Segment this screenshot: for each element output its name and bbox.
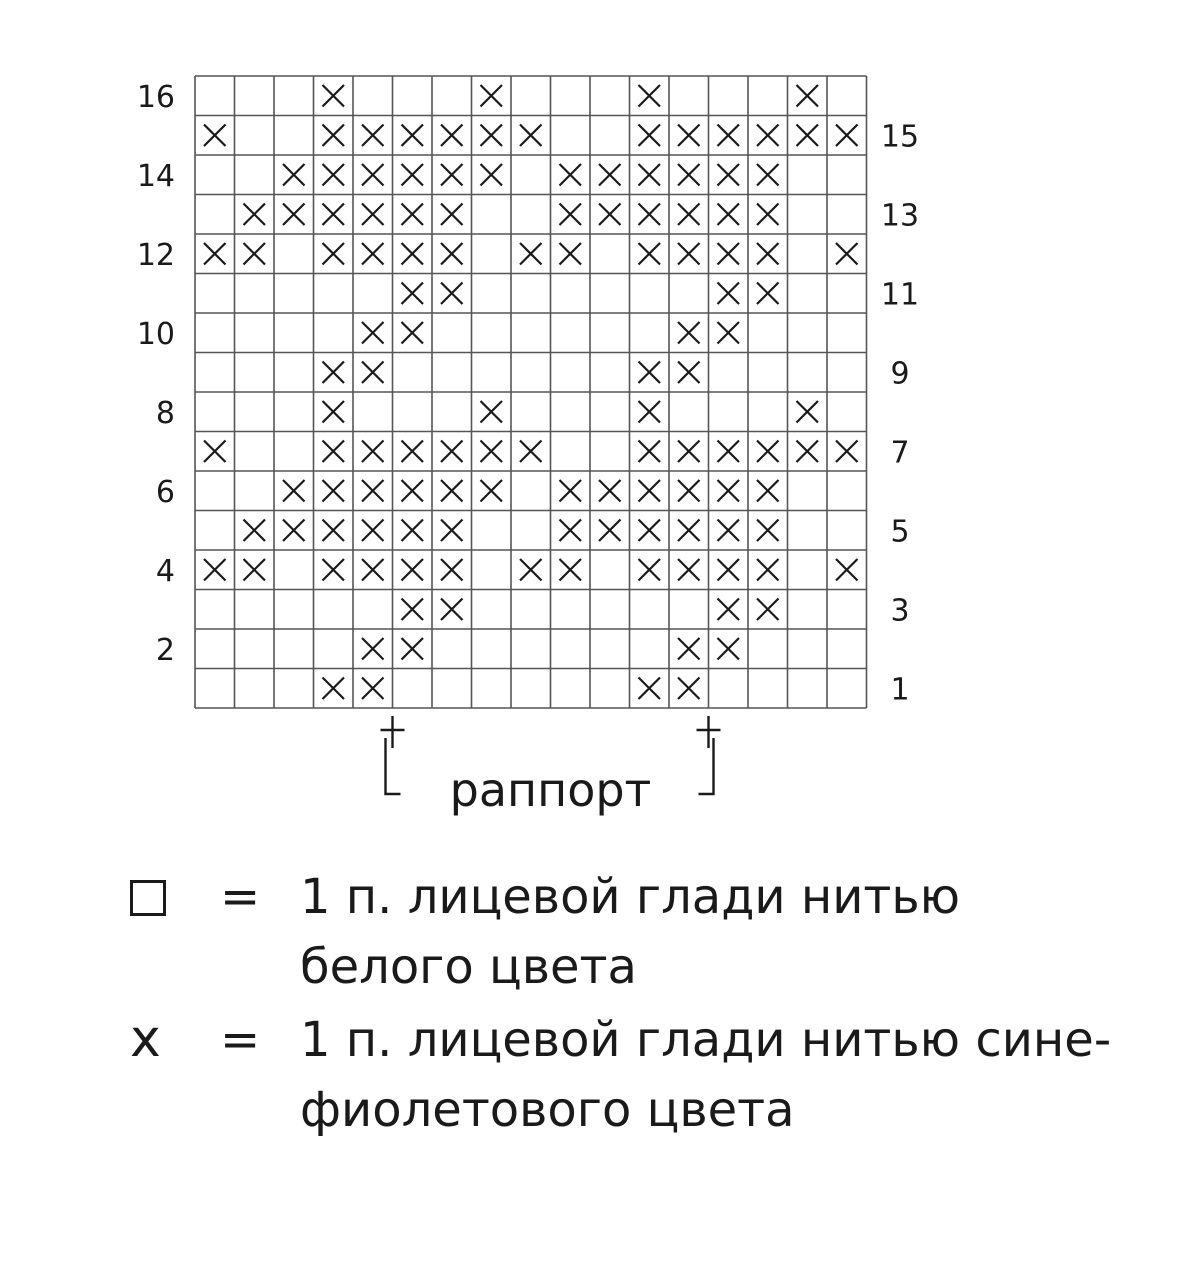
equals-sign: = — [220, 869, 261, 925]
row-label: 9 — [890, 356, 910, 392]
rapport-bracket-right — [699, 738, 714, 794]
row-label: 10 — [136, 316, 175, 352]
row-label: 2 — [155, 632, 175, 668]
row-label: 8 — [155, 395, 175, 431]
row-label: 1 — [890, 672, 910, 708]
legend-text-blue-violet: 1 п. лицевой глади нитью сине-фиолетового цвета — [300, 1012, 1112, 1138]
legend-symbol-x: x — [130, 1009, 161, 1069]
row-label: 14 — [136, 158, 175, 194]
row-label: 4 — [155, 553, 175, 589]
equals-sign: = — [220, 1012, 261, 1068]
row-label: 16 — [136, 79, 175, 115]
row-label: 7 — [890, 435, 910, 471]
row-label: 11 — [880, 277, 920, 313]
row-label: 3 — [890, 593, 910, 629]
legend-item-white — [130, 862, 1130, 1002]
empty-square-icon — [130, 862, 190, 935]
row-label: 12 — [136, 237, 175, 273]
row-label: 5 — [890, 514, 910, 550]
legend-text-white: 1 п. лицевой глади нитью белого цвета — [300, 869, 961, 995]
row-label: 6 — [155, 474, 175, 510]
row-label: 15 — [880, 119, 920, 155]
rapport-label: раппорт — [449, 763, 652, 817]
legend-item-blue-violet — [130, 1005, 1130, 1145]
row-label: 13 — [880, 198, 920, 234]
